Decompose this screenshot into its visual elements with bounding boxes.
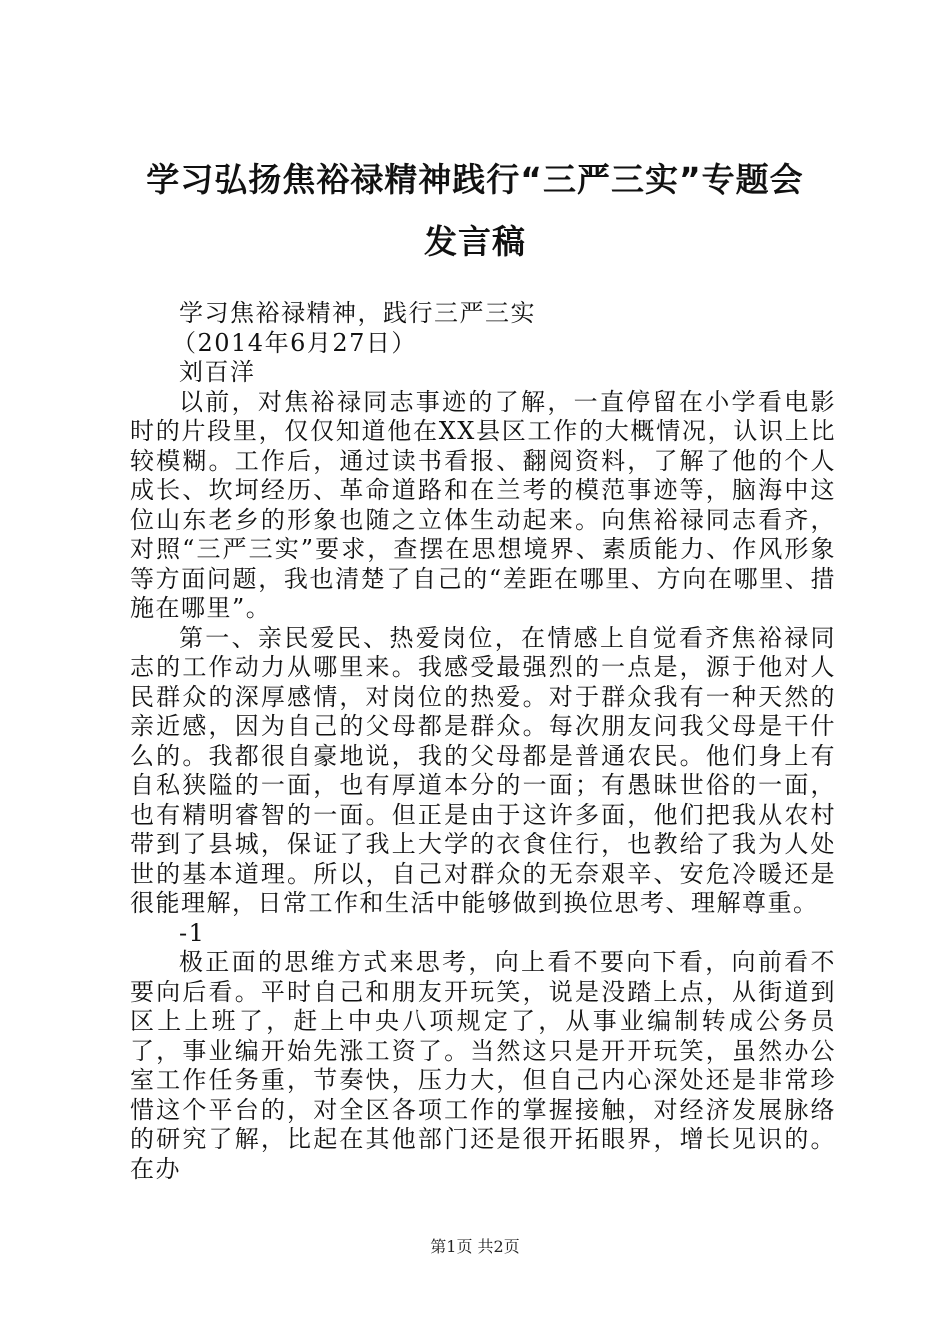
document-title-line-2: 发言稿 [424,222,526,261]
paragraph-2: 第一、亲民爱民、热爱岗位，在情感上自觉看齐焦裕禄同志的工作动力从哪里来。我感受最强烈的一点是，源于他对人民群众的深厚感情，对岗位的热爱。对于群众我有一种天然的亲近感，因为自己的父母都是群众。每次朋友问我父母是干什么的。我都很自豪地说，我的父母都是普通农民。他们身上有自私狭隘的一面，也有厚道本分的一面；有愚昧世俗的一面，也有精明睿智的一面。但正是由于这许多面，他们把我从农村带到了县城，保证了我上大学的衣食住行，也教给了我为人处世的基本道理。所以，自己对群众的无奈艰辛、安危冷暖还是很能理解，日常工作和生活中能够做到换位思考、理解尊重。 [130,623,836,917]
document-date: （2014年6月27日） [172,328,417,357]
paragraph-1: 以前，对焦裕禄同志事迹的了解，一直停留在小学看电影时的片段里，仅仅知道他在XX县区工作的大概情况，认识上比较模糊。工作后，通过读书看报、翻阅资料，了解了他的个人成长、坎坷经历、革命道路和在兰考的模范事迹等，脑海中这位山东老乡的形象也随之立体生动起来。向焦裕禄同志看齐，对照“三严三实”要求，查摆在思想境界、素质能力、作风形象等方面问题，我也清楚了自己的“差距在哪里、方向在哪里、措施在哪里”。 [130,387,836,622]
document-author: 刘百洋 [179,358,256,386]
paragraph-3: 极正面的思维方式来思考，向上看不要向下看，向前看不要向后看。平时自己和朋友开玩笑，说是没踏上点，从街道到区上上班了，赶上中央八项规定了，从事业编制转成公务员了，事业编开始先涨工资了。当然这只是开开玩笑，虽然办公室工作任务重，节奏快，压力大，但自己内心深处还是非常珍惜这个平台的，对全区各项工作的掌握接触，对经济发展脉络的研究了解，比起在其他部门还是很开拓眼界，增长见识的。在办 [130,948,836,1183]
page-marker: -1 [179,918,206,947]
document-subtitle: 学习焦裕禄精神，践行三严三实 [179,299,536,327]
document-title-line-1: 学习弘扬焦裕禄精神践行“三严三实”专题会 [146,160,804,199]
page-footer: 第1页 共2页 [430,1237,520,1256]
document-body [130,299,836,1184]
